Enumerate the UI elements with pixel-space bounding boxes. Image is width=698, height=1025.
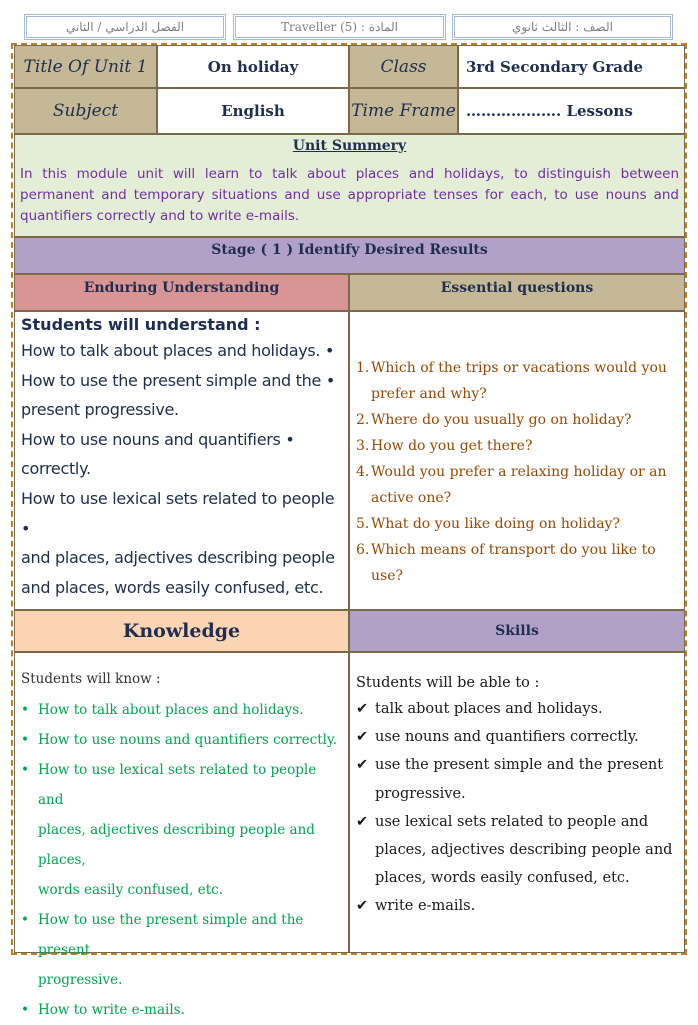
summary-text: In this module unit will learn to talk about places and holidays, to distinguish between permanent and temporary situations and use appropriate tenses for each, to use nouns and quantifiers correctly and to write e-mails.	[20, 166, 679, 224]
question-text	[371, 511, 620, 537]
understanding-line: How to talk about places and holidays. •	[21, 341, 335, 360]
knowledge-line: progressive.	[38, 972, 123, 988]
enduring-heading: Students will understand :	[21, 315, 261, 334]
question-number: 6.	[356, 542, 370, 558]
knowledge-line: words easily confused, etc.	[38, 882, 223, 898]
time-frame-label: Time Frame	[351, 101, 456, 121]
question-line: How do you get there?	[371, 438, 533, 454]
subject-value: English	[221, 102, 285, 120]
knowledge-line: How to write e-mails.	[38, 1002, 185, 1018]
question-line: active one?	[371, 490, 452, 506]
knowledge-content	[14, 652, 349, 1018]
term-label: الفصل الدراسي / الثاني	[65, 20, 185, 34]
question-item	[356, 511, 676, 537]
knowledge-line: How to use lexical sets related to people and	[38, 762, 317, 808]
knowledge-title: Knowledge	[122, 620, 241, 642]
skill-line: write e-mails.	[375, 898, 476, 915]
enduring-content	[14, 311, 349, 610]
class-label: Class	[380, 56, 427, 77]
title-value: On holiday	[207, 57, 299, 76]
title-value-cell	[157, 45, 349, 88]
understanding-line: How to use the present simple and the •	[21, 370, 335, 390]
skill-text	[375, 695, 603, 723]
essential-title: Essential questions	[440, 280, 594, 296]
question-line: Which of the trips or vacations would you	[371, 360, 667, 376]
understanding-line: How to use nouns and quantifiers •	[21, 429, 295, 449]
skill-item	[356, 808, 678, 893]
question-item	[356, 407, 676, 433]
understanding-line: correctly.	[21, 459, 91, 479]
knowledge-text	[38, 905, 344, 995]
title-label: Title Of Unit 1	[23, 56, 148, 77]
subject-label-text: Subject	[52, 101, 119, 121]
question-item	[356, 355, 676, 407]
checkmark-icon: ✔	[356, 813, 369, 830]
skills-list	[356, 695, 678, 921]
subject-label: Traveller (5) : المادة	[281, 20, 398, 34]
question-item	[356, 537, 676, 589]
knowledge-list	[21, 695, 344, 1025]
question-line: prefer and why?	[371, 386, 487, 402]
checkmark-icon: ✔	[356, 898, 369, 915]
knowledge-item	[21, 695, 344, 725]
stage-title: Stage ( 1 ) Identify Desired Results	[211, 242, 488, 258]
skill-line: use nouns and quantifiers correctly.	[375, 729, 639, 746]
knowledge-text	[38, 995, 185, 1025]
skills-content	[349, 652, 685, 953]
question-number: 1.	[356, 360, 370, 376]
enduring-title: Enduring Understanding	[83, 280, 280, 296]
skill-line: progressive.	[375, 785, 466, 802]
class-value-cell	[458, 45, 685, 88]
question-text	[371, 459, 667, 511]
knowledge-item	[21, 995, 344, 1025]
question-line: Where do you usually go on holiday?	[371, 412, 632, 428]
skill-text	[375, 723, 639, 751]
question-item	[356, 433, 676, 459]
checkmark-icon: ✔	[356, 701, 369, 717]
bullet-icon: •	[21, 762, 29, 778]
title-label-cell	[14, 45, 157, 88]
question-number: 2.	[356, 412, 370, 428]
skill-item	[356, 892, 678, 920]
enduring-header	[14, 274, 349, 311]
skill-line: use the present simple and the present	[375, 757, 664, 774]
knowledge-text	[38, 725, 337, 755]
question-text	[371, 407, 632, 433]
skill-item	[356, 751, 678, 807]
essential-content	[349, 311, 685, 610]
question-number: 3.	[356, 438, 370, 454]
unit-summary	[14, 134, 685, 237]
enduring-lines	[21, 336, 348, 632]
subject-value-cell	[157, 88, 349, 134]
time-value-cell	[458, 88, 685, 134]
checkmark-icon: ✔	[356, 757, 369, 774]
time-frame-value: ………………. Lessons	[466, 102, 633, 120]
question-number: 4.	[356, 464, 370, 480]
knowledge-text	[38, 695, 304, 725]
question-item	[356, 459, 676, 511]
skill-text	[375, 892, 475, 920]
knowledge-item	[21, 905, 344, 995]
understanding-line: and places, adjectives describing people	[21, 548, 335, 568]
skill-item	[356, 695, 678, 723]
bullet-icon: •	[21, 912, 29, 928]
essential-header	[349, 274, 685, 311]
understanding-line: and places, words easily confused, etc.	[21, 577, 324, 597]
skill-line: talk about places and holidays.	[375, 701, 603, 717]
skills-title: Skills	[495, 623, 539, 639]
skill-item	[356, 723, 678, 751]
question-line: Which means of transport do you like to use?	[371, 542, 656, 584]
skill-text	[375, 751, 663, 807]
checkmark-icon: ✔	[356, 729, 369, 746]
skills-heading: Students will be able to :	[356, 675, 540, 691]
knowledge-text	[38, 755, 344, 905]
knowledge-item	[21, 755, 344, 905]
bullet-icon: •	[21, 732, 29, 748]
question-number: 5.	[356, 516, 370, 532]
class-label-cell	[349, 45, 458, 88]
grade-label: الصف : الثالث ثانوي	[512, 20, 613, 34]
grade-box	[452, 14, 673, 40]
subject-label-cell	[14, 88, 157, 134]
subject-box	[233, 14, 446, 40]
skills-header	[349, 610, 685, 652]
question-text	[371, 433, 532, 459]
skill-text	[375, 808, 672, 893]
question-line: What do you like doing on holiday?	[371, 516, 620, 532]
class-value: 3rd Secondary Grade	[466, 57, 643, 76]
knowledge-line: places, adjectives describing people and places,	[38, 822, 315, 868]
stage-header	[14, 237, 685, 274]
skill-line: places, adjectives describing people and	[375, 842, 673, 859]
understanding-line: present progressive.	[21, 400, 179, 420]
question-line: Would you prefer a relaxing holiday or an	[371, 464, 667, 480]
term-box	[24, 14, 226, 40]
bullet-icon: •	[21, 702, 29, 718]
skill-line: places, words easily confused, etc.	[375, 870, 630, 887]
knowledge-header	[14, 610, 349, 652]
time-label-cell	[349, 88, 458, 134]
question-text	[371, 355, 667, 407]
knowledge-item	[21, 725, 344, 755]
knowledge-line: How to use the present simple and the present	[38, 912, 304, 958]
understanding-line: How to use lexical sets related to people •	[21, 488, 335, 538]
question-text	[371, 537, 676, 589]
knowledge-heading: Students will know :	[21, 671, 161, 687]
summary-title: Unit Summery	[292, 138, 407, 154]
skill-line: use lexical sets related to people and	[375, 813, 649, 830]
knowledge-line: How to use nouns and quantifiers correctly.	[38, 732, 338, 748]
bullet-icon: •	[21, 1002, 29, 1018]
question-list	[356, 355, 676, 589]
knowledge-line: How to talk about places and holidays.	[38, 702, 304, 718]
